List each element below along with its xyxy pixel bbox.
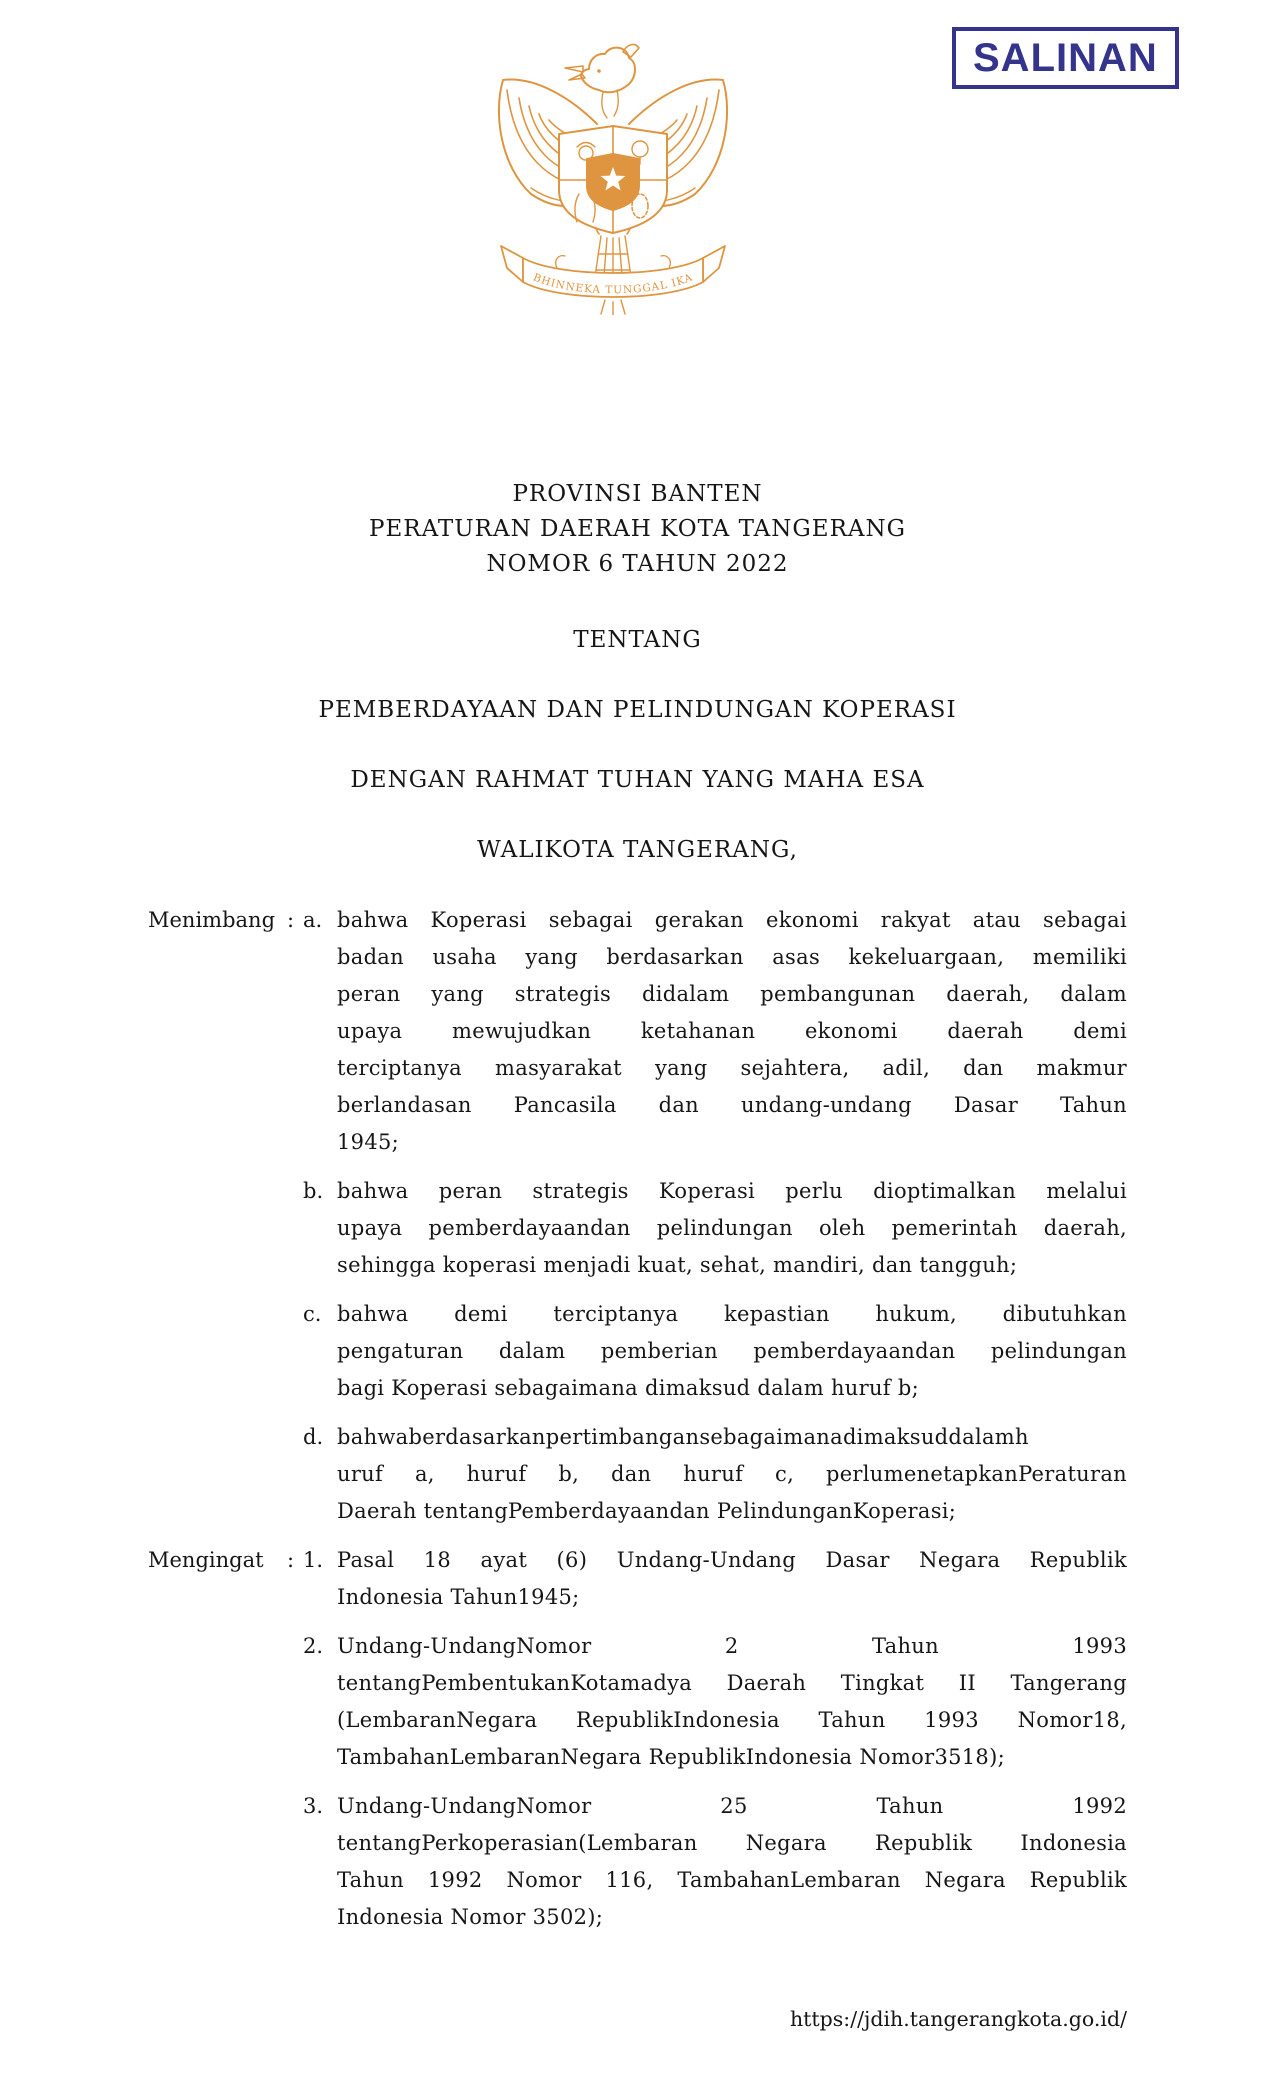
text-line: 1945; <box>337 1130 400 1154</box>
considerans-marker: d. <box>303 1425 324 1449</box>
document-title <box>148 477 1127 582</box>
text-line: Indonesia Nomor 3502); <box>337 1905 604 1929</box>
text-line: bahwa demi terciptanya kepastian hukum, dibutuhkan <box>337 1302 1127 1326</box>
considerans-item <box>148 1788 1127 1936</box>
text-line: tentangPembentukanKotamadya Daerah Tingkat II Tangerang <box>337 1671 1127 1695</box>
considerans-item <box>148 902 1127 1161</box>
considerans-text <box>337 1542 1127 1616</box>
considerans-item <box>148 1628 1127 1776</box>
considerans-marker: 3. <box>303 1794 324 1818</box>
considerans-colon: : <box>287 908 295 932</box>
text-line: upaya mewujudkan ketahanan ekonomi daerah demi <box>337 1019 1127 1043</box>
considerans-text <box>337 1628 1127 1776</box>
text-line: badan usaha yang berdasarkan asas kekeluargaan, memiliki <box>337 945 1127 969</box>
considerans-list <box>148 902 1127 1948</box>
heading-tentang: TENTANG <box>573 627 702 653</box>
text-line: Tahun 1992 Nomor 116, TambahanLembaran Negara Republik <box>337 1868 1127 1892</box>
title-line-province: PROVINSI BANTEN <box>512 481 763 507</box>
considerans-marker: b. <box>303 1179 324 1203</box>
text-line: Daerah tentangPemberdayaandan PelindunganKoperasi; <box>337 1499 957 1523</box>
considerans-marker: c. <box>303 1302 322 1326</box>
considerans-text <box>337 1173 1127 1284</box>
text-line: pengaturan dalam pemberian pemberdayaandan pelindungan <box>337 1339 1127 1363</box>
text-line: peran yang strategis didalam pembangunan daerah, dalam <box>337 982 1127 1006</box>
title-line-regulation: PERATURAN DAERAH KOTA TANGERANG <box>369 516 906 542</box>
salinan-stamp-label: SALINAN <box>973 36 1158 80</box>
text-line: (LembaranNegara RepublikIndonesia Tahun 1993 Nomor18, <box>337 1708 1127 1732</box>
title-line-number: NOMOR 6 TAHUN 2022 <box>486 551 789 577</box>
considerans-term-label: Mengingat <box>148 1548 264 1572</box>
considerans-marker: 2. <box>303 1634 324 1658</box>
text-line: uruf a, huruf b, dan huruf c, perlumenetapkanPeraturan <box>337 1462 1127 1486</box>
text-line: bahwa peran strategis Koperasi perlu dioptimalkan melalui <box>337 1179 1127 1203</box>
considerans-text <box>337 902 1127 1161</box>
considerans-item <box>148 1296 1127 1407</box>
considerans-item <box>148 1419 1127 1530</box>
text-line: bagi Koperasi sebagaimana dimaksud dalam huruf b; <box>337 1376 919 1400</box>
text-line: Indonesia Tahun1945; <box>337 1585 580 1609</box>
text-line: Pasal 18 ayat (6) Undang-Undang Dasar Negara Republik <box>337 1548 1127 1572</box>
text-line: sehingga koperasi menjadi kuat, sehat, mandiri, dan tangguh; <box>337 1253 1018 1277</box>
pancasila-shield <box>559 126 667 233</box>
text-line: terciptanya masyarakat yang sejahtera, adil, dan makmur <box>337 1056 1127 1080</box>
considerans-item <box>148 1173 1127 1284</box>
considerans-text <box>337 1419 1127 1530</box>
motto-text: BHINNEKA TUNGGAL IKA <box>531 271 695 297</box>
garuda-icon <box>487 38 739 315</box>
considerans-marker: 1. <box>303 1548 324 1572</box>
considerans-item <box>148 1542 1127 1616</box>
text-line: berlandasan Pancasila dan undang-undang Dasar Tahun <box>337 1093 1127 1117</box>
heading-invocation: DENGAN RAHMAT TUHAN YANG MAHA ESA <box>350 767 925 793</box>
text-line: Undang-UndangNomor 2 Tahun 1993 <box>337 1634 1127 1658</box>
considerans-colon: : <box>287 1548 295 1572</box>
text-line: bahwa Koperasi sebagai gerakan ekonomi rakyat atau sebagai <box>337 908 1127 932</box>
text-line: upaya pemberdayaandan pelindungan oleh pemerintah daerah, <box>337 1216 1127 1240</box>
considerans-text <box>337 1788 1127 1936</box>
footer-url: https://jdih.tangerangkota.go.id/ <box>789 2007 1127 2031</box>
text-line: Undang-UndangNomor 25 Tahun 1992 <box>337 1794 1127 1818</box>
considerans-text <box>337 1296 1127 1407</box>
garuda-pancasila-emblem <box>487 38 739 315</box>
heading-subject: PEMBERDAYAAN DAN PELINDUNGAN KOPERASI <box>318 697 957 723</box>
considerans-term-label: Menimbang <box>148 908 276 932</box>
salinan-stamp <box>952 27 1179 89</box>
considerans-marker: a. <box>303 908 323 932</box>
text-line: bahwaberdasarkanpertimbangansebagaimanadimaksuddalamh <box>337 1425 1029 1449</box>
text-line: TambahanLembaranNegara RepublikIndonesia Nomor3518); <box>337 1745 1005 1769</box>
heading-official: WALIKOTA TANGERANG, <box>477 837 798 863</box>
text-line: tentangPerkoperasian(Lembaran Negara Republik Indonesia <box>337 1831 1127 1855</box>
